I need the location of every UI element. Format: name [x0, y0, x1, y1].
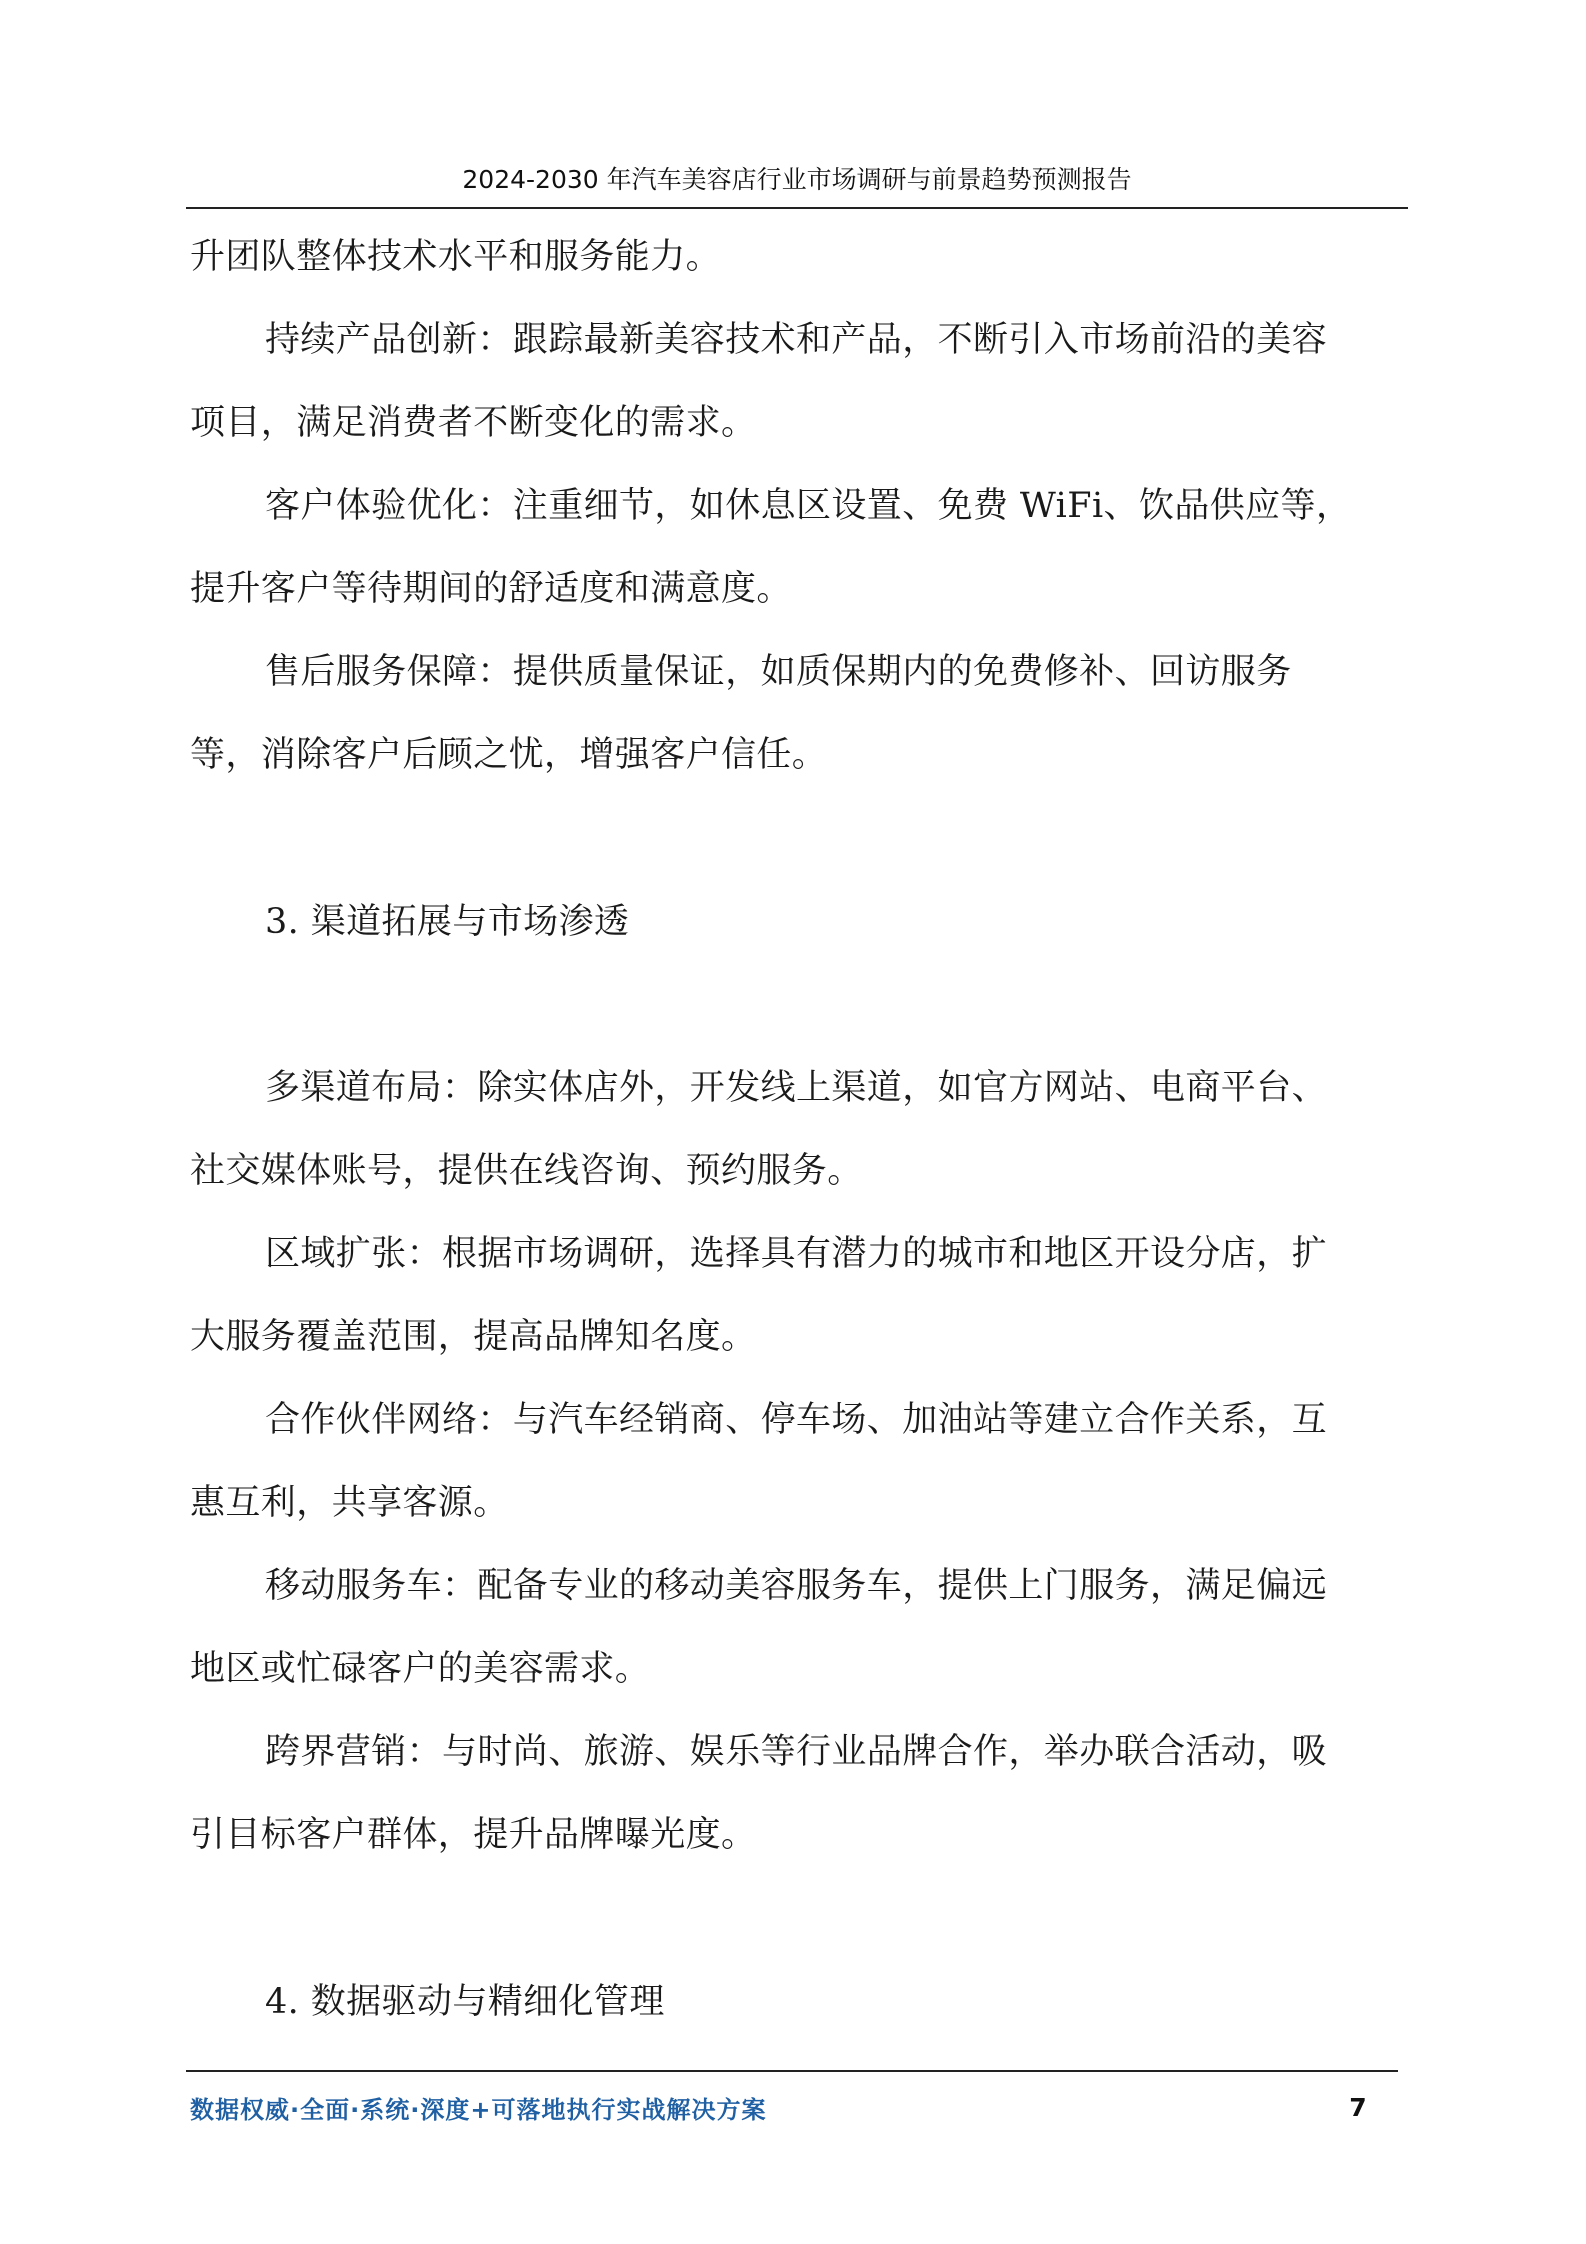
header-divider	[186, 207, 1408, 209]
body-line: 惠互利，共享客源。	[190, 1483, 509, 1523]
paragraph-crossover-marketing: 跨界营销：与时尚、旅游、娱乐等行业品牌合作，举办联合活动，吸	[265, 1732, 1328, 1772]
paragraph-multichannel: 多渠道布局：除实体店外，开发线上渠道，如官方网站、电商平台、	[265, 1068, 1328, 1108]
footer-slogan: 数据权威·全面·系统·深度+可落地执行实战解决方案	[190, 2096, 767, 2124]
body-line: 大服务覆盖范围，提高品牌知名度。	[190, 1317, 757, 1357]
paragraph-after-sales: 售后服务保障：提供质量保证，如质保期内的免费修补、回访服务	[265, 652, 1292, 692]
body-line: 引目标客户群体，提升品牌曝光度。	[190, 1815, 757, 1855]
page-number: 7	[1349, 2093, 1367, 2122]
section-heading-channel-expansion: 3. 渠道拓展与市场渗透	[265, 902, 630, 942]
footer-divider	[186, 2070, 1398, 2072]
body-line: 升团队整体技术水平和服务能力。	[190, 237, 722, 277]
body-line: 提升客户等待期间的舒适度和满意度。	[190, 569, 792, 609]
paragraph-customer-experience: 客户体验优化：注重细节，如休息区设置、免费 WiFi、饮品供应等，	[265, 486, 1352, 526]
paragraph-product-innovation: 持续产品创新：跟踪最新美容技术和产品，不断引入市场前沿的美容	[265, 320, 1328, 360]
section-heading-data-driven: 4. 数据驱动与精细化管理	[265, 1982, 665, 2022]
paragraph-regional-expansion: 区域扩张：根据市场调研，选择具有潜力的城市和地区开设分店，扩	[265, 1234, 1328, 1274]
body-line: 地区或忙碌客户的美容需求。	[190, 1649, 651, 1689]
body-line: 项目，满足消费者不断变化的需求。	[190, 403, 757, 443]
paragraph-mobile-service: 移动服务车：配备专业的移动美容服务车，提供上门服务，满足偏远	[265, 1566, 1328, 1606]
report-title: 2024-2030 年汽车美容店行业市场调研与前景趋势预测报告	[462, 165, 1132, 194]
body-line: 社交媒体账号，提供在线咨询、预约服务。	[190, 1151, 863, 1191]
paragraph-partner-network: 合作伙伴网络：与汽车经销商、停车场、加油站等建立合作关系，互	[265, 1400, 1328, 1440]
body-line: 等，消除客户后顾之忧，增强客户信任。	[190, 735, 828, 775]
